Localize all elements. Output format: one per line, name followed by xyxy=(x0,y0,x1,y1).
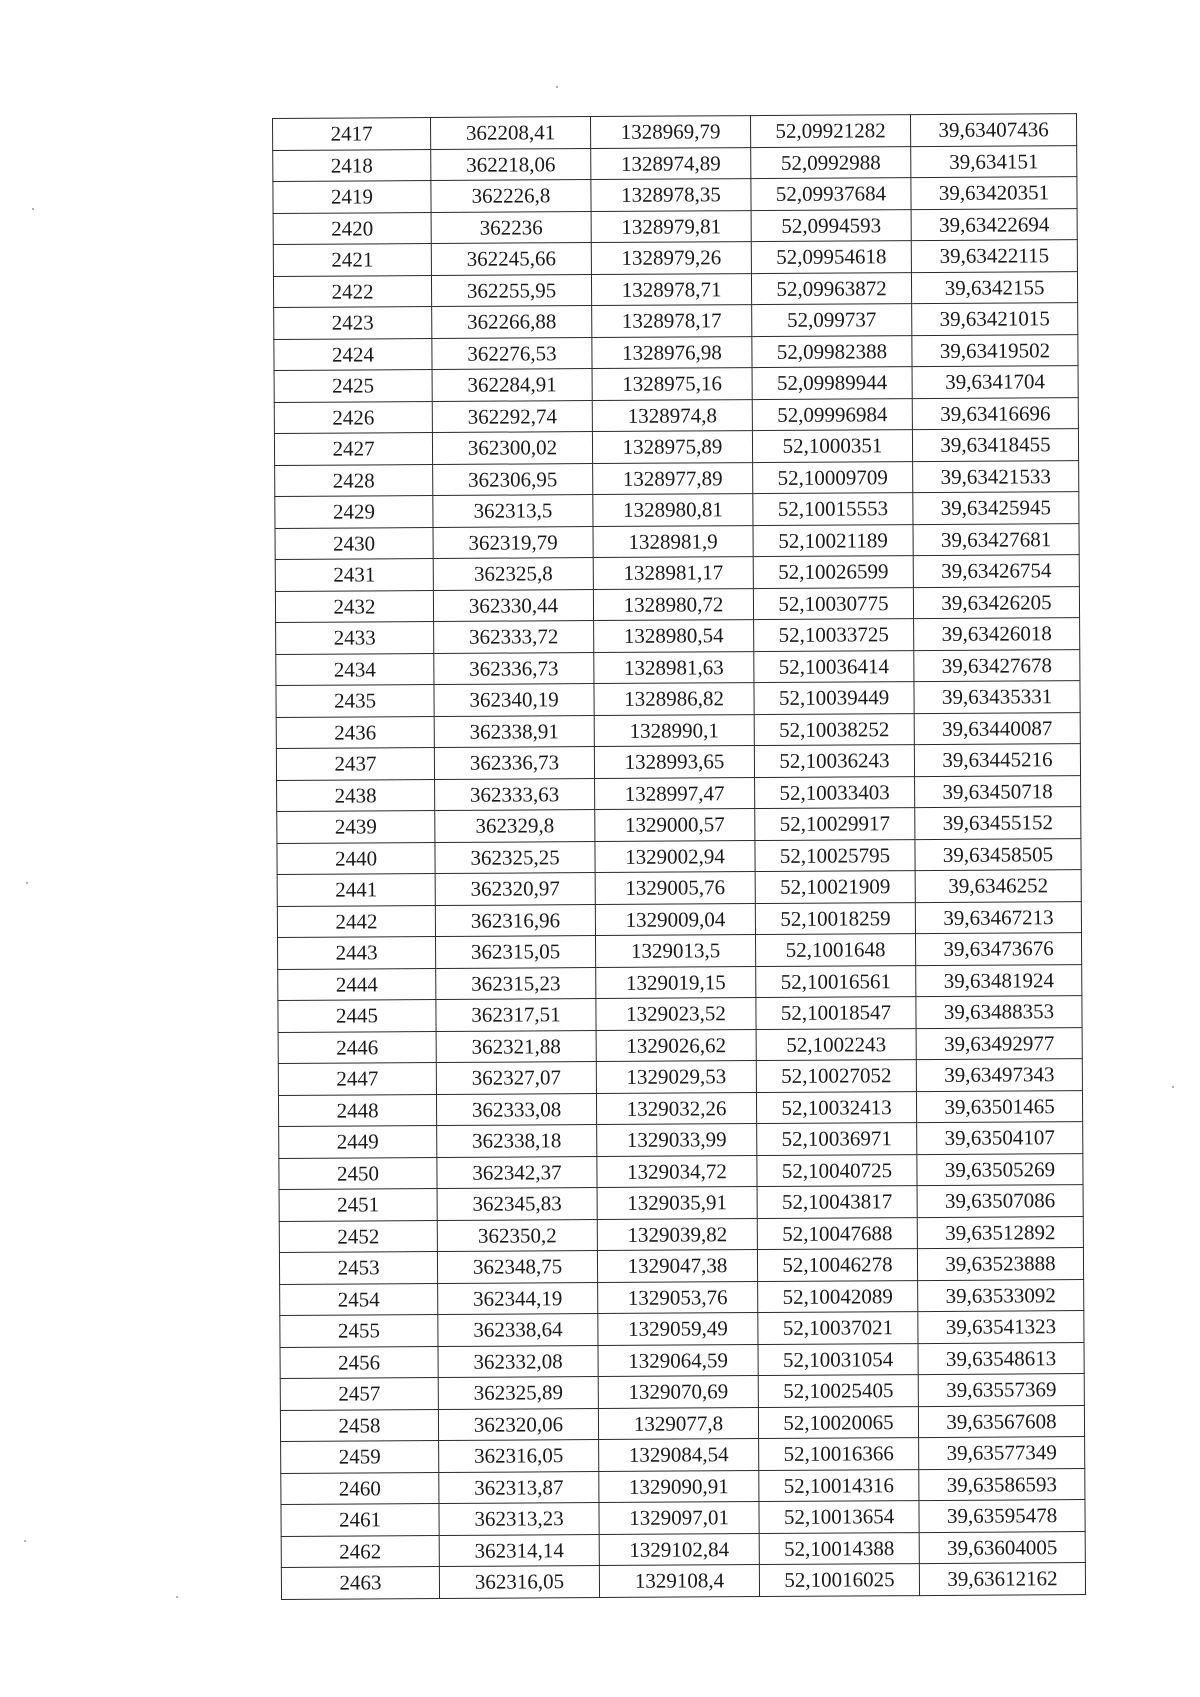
table-row xyxy=(275,460,1079,496)
longitude-cell: 39,63541323 xyxy=(918,1311,1084,1344)
table-row xyxy=(281,1468,1085,1504)
latitude-cell: 52,10033403 xyxy=(755,776,915,808)
point-number-cell: 2445 xyxy=(278,1000,436,1032)
x-coordinate-cell: 362338,18 xyxy=(437,1125,597,1157)
point-number-cell: 2463 xyxy=(281,1567,439,1599)
longitude-cell: 39,6342155 xyxy=(911,271,1077,304)
longitude-cell: 39,63427678 xyxy=(914,649,1080,682)
latitude-cell: 52,1000351 xyxy=(752,430,912,462)
y-coordinate-cell: 1329033,99 xyxy=(597,1124,757,1156)
longitude-cell: 39,63419502 xyxy=(912,334,1078,367)
table-row xyxy=(277,870,1081,906)
y-coordinate-cell: 1329070,69 xyxy=(598,1376,758,1408)
table-row xyxy=(274,334,1078,370)
latitude-cell: 52,10021909 xyxy=(755,871,915,903)
point-number-cell: 2439 xyxy=(277,811,435,843)
point-number-cell: 2456 xyxy=(280,1346,438,1378)
longitude-cell: 39,63422694 xyxy=(911,208,1077,241)
x-coordinate-cell: 362320,06 xyxy=(438,1408,598,1440)
table-row xyxy=(276,618,1080,654)
x-coordinate-cell: 362316,96 xyxy=(435,904,595,936)
longitude-cell: 39,63567608 xyxy=(918,1405,1084,1438)
table-row xyxy=(279,1185,1083,1221)
y-coordinate-cell: 1328980,54 xyxy=(594,620,754,652)
longitude-cell: 39,63577349 xyxy=(919,1437,1085,1470)
longitude-cell: 39,63507086 xyxy=(917,1185,1083,1218)
y-coordinate-cell: 1329019,15 xyxy=(596,966,756,998)
point-number-cell: 2442 xyxy=(277,905,435,937)
table-row xyxy=(279,1248,1083,1284)
x-coordinate-cell: 362321,88 xyxy=(436,1030,596,1062)
longitude-cell: 39,6346252 xyxy=(915,870,1081,903)
longitude-cell: 39,63440087 xyxy=(914,712,1080,745)
table-row xyxy=(280,1279,1084,1315)
point-number-cell: 2429 xyxy=(275,496,433,528)
latitude-cell: 52,10046278 xyxy=(757,1249,917,1281)
table-row xyxy=(275,586,1079,622)
latitude-cell: 52,10027052 xyxy=(756,1060,916,1092)
point-number-cell: 2427 xyxy=(274,433,432,465)
y-coordinate-cell: 1329053,76 xyxy=(598,1281,758,1313)
longitude-cell: 39,63420351 xyxy=(911,177,1077,210)
latitude-cell: 52,09937684 xyxy=(751,178,911,210)
x-coordinate-cell: 362245,66 xyxy=(431,243,591,275)
x-coordinate-cell: 362315,23 xyxy=(436,967,596,999)
longitude-cell: 39,63435331 xyxy=(914,681,1080,714)
latitude-cell: 52,10016366 xyxy=(759,1438,919,1470)
point-number-cell: 2459 xyxy=(281,1441,439,1473)
x-coordinate-cell: 362336,73 xyxy=(434,652,594,684)
x-coordinate-cell: 362325,89 xyxy=(438,1377,598,1409)
y-coordinate-cell: 1329064,59 xyxy=(598,1344,758,1376)
latitude-cell: 52,09921282 xyxy=(750,115,910,147)
longitude-cell: 39,63450718 xyxy=(915,775,1081,808)
latitude-cell: 52,10018547 xyxy=(756,997,916,1029)
point-number-cell: 2437 xyxy=(276,748,434,780)
latitude-cell: 52,10020065 xyxy=(758,1406,918,1438)
table-row xyxy=(273,240,1077,276)
x-coordinate-cell: 362342,37 xyxy=(437,1156,597,1188)
table-row xyxy=(280,1342,1084,1378)
point-number-cell: 2433 xyxy=(276,622,434,654)
latitude-cell: 52,10047688 xyxy=(757,1217,917,1249)
point-number-cell: 2438 xyxy=(277,779,435,811)
latitude-cell: 52,10018259 xyxy=(755,902,915,934)
longitude-cell: 39,63505269 xyxy=(917,1153,1083,1186)
latitude-cell: 52,09954618 xyxy=(751,241,911,273)
latitude-cell: 52,10030775 xyxy=(753,587,913,619)
table-row xyxy=(277,838,1081,874)
table-row xyxy=(278,1090,1082,1126)
y-coordinate-cell: 1328977,89 xyxy=(593,462,753,494)
point-number-cell: 2440 xyxy=(277,842,435,874)
table-row xyxy=(278,1059,1082,1095)
point-number-cell: 2432 xyxy=(275,590,433,622)
point-number-cell: 2434 xyxy=(276,653,434,685)
x-coordinate-cell: 362306,95 xyxy=(433,463,593,495)
table-row xyxy=(277,775,1081,811)
point-number-cell: 2424 xyxy=(274,338,432,370)
table-row xyxy=(279,1153,1083,1189)
point-number-cell: 2430 xyxy=(275,527,433,559)
y-coordinate-cell: 1328981,9 xyxy=(593,525,753,557)
y-coordinate-cell: 1329034,72 xyxy=(597,1155,757,1187)
longitude-cell: 39,63425945 xyxy=(913,492,1079,525)
longitude-cell: 39,63426205 xyxy=(913,586,1079,619)
longitude-cell: 39,63426018 xyxy=(914,618,1080,651)
table-row xyxy=(279,1216,1083,1252)
table-row xyxy=(278,933,1082,969)
longitude-cell: 39,63418455 xyxy=(912,429,1078,462)
table-row xyxy=(280,1311,1084,1347)
x-coordinate-cell: 362330,44 xyxy=(433,589,593,621)
y-coordinate-cell: 1329023,52 xyxy=(596,998,756,1030)
y-coordinate-cell: 1328969,79 xyxy=(590,116,750,148)
x-coordinate-cell: 362344,19 xyxy=(438,1282,598,1314)
point-number-cell: 2435 xyxy=(276,685,434,717)
latitude-cell: 52,10014316 xyxy=(759,1469,919,1501)
latitude-cell: 52,10037021 xyxy=(758,1312,918,1344)
y-coordinate-cell: 1328975,89 xyxy=(592,431,752,463)
x-coordinate-cell: 362218,06 xyxy=(431,148,591,180)
y-coordinate-cell: 1329077,8 xyxy=(598,1407,758,1439)
point-number-cell: 2448 xyxy=(278,1094,436,1126)
longitude-cell: 39,63512892 xyxy=(917,1216,1083,1249)
table-row xyxy=(273,208,1077,244)
table-row xyxy=(276,744,1080,780)
longitude-cell: 39,63488353 xyxy=(916,996,1082,1029)
y-coordinate-cell: 1328980,72 xyxy=(593,588,753,620)
y-coordinate-cell: 1328978,71 xyxy=(591,273,751,305)
latitude-cell: 52,1002243 xyxy=(756,1028,916,1060)
x-coordinate-cell: 362336,73 xyxy=(434,747,594,779)
y-coordinate-cell: 1328997,47 xyxy=(595,777,755,809)
table-row xyxy=(273,177,1077,213)
latitude-cell: 52,10031054 xyxy=(758,1343,918,1375)
latitude-cell: 52,09963872 xyxy=(751,272,911,304)
y-coordinate-cell: 1328979,81 xyxy=(591,210,751,242)
x-coordinate-cell: 362236 xyxy=(431,211,591,243)
longitude-cell: 39,63557369 xyxy=(918,1374,1084,1407)
latitude-cell: 52,09996984 xyxy=(752,398,912,430)
longitude-cell: 39,6341704 xyxy=(912,366,1078,399)
point-number-cell: 2457 xyxy=(280,1378,438,1410)
point-number-cell: 2458 xyxy=(280,1409,438,1441)
table-row xyxy=(278,1027,1082,1063)
point-number-cell: 2436 xyxy=(276,716,434,748)
longitude-cell: 39,63533092 xyxy=(918,1279,1084,1312)
x-coordinate-cell: 362292,74 xyxy=(432,400,592,432)
longitude-cell: 39,63445216 xyxy=(914,744,1080,777)
x-coordinate-cell: 362338,91 xyxy=(434,715,594,747)
x-coordinate-cell: 362226,8 xyxy=(431,180,591,212)
table-row xyxy=(281,1500,1085,1536)
scan-speck xyxy=(556,86,558,88)
y-coordinate-cell: 1329005,76 xyxy=(595,872,755,904)
x-coordinate-cell: 362333,63 xyxy=(435,778,595,810)
latitude-cell: 52,10038252 xyxy=(754,713,914,745)
table-row xyxy=(279,1122,1083,1158)
x-coordinate-cell: 362284,91 xyxy=(432,369,592,401)
x-coordinate-cell: 362316,05 xyxy=(439,1440,599,1472)
latitude-cell: 52,10033725 xyxy=(754,619,914,651)
scan-speck xyxy=(1172,1086,1174,1088)
x-coordinate-cell: 362313,5 xyxy=(433,495,593,527)
table-row xyxy=(274,429,1078,465)
point-number-cell: 2460 xyxy=(281,1472,439,1504)
longitude-cell: 39,63455152 xyxy=(915,807,1081,840)
table-row xyxy=(274,397,1078,433)
latitude-cell: 52,099737 xyxy=(752,304,912,336)
latitude-cell: 52,0994593 xyxy=(751,209,911,241)
latitude-cell: 52,10015553 xyxy=(753,493,913,525)
longitude-cell: 39,63421015 xyxy=(912,303,1078,336)
x-coordinate-cell: 362317,51 xyxy=(436,999,596,1031)
longitude-cell: 39,63523888 xyxy=(917,1248,1083,1281)
longitude-cell: 39,63548613 xyxy=(918,1342,1084,1375)
table-row xyxy=(273,114,1077,150)
latitude-cell: 52,10040725 xyxy=(757,1154,917,1186)
y-coordinate-cell: 1328981,63 xyxy=(594,651,754,683)
point-number-cell: 2417 xyxy=(273,118,431,150)
table-row xyxy=(278,964,1082,1000)
x-coordinate-cell: 362314,14 xyxy=(439,1534,599,1566)
y-coordinate-cell: 1328980,81 xyxy=(593,494,753,526)
x-coordinate-cell: 362320,97 xyxy=(435,873,595,905)
latitude-cell: 52,10025795 xyxy=(755,839,915,871)
table-row xyxy=(278,996,1082,1032)
longitude-cell: 39,63407436 xyxy=(910,114,1076,147)
x-coordinate-cell: 362325,8 xyxy=(433,558,593,590)
y-coordinate-cell: 1328990,1 xyxy=(594,714,754,746)
table-row xyxy=(281,1563,1085,1599)
latitude-cell: 52,10043817 xyxy=(757,1186,917,1218)
y-coordinate-cell: 1328975,16 xyxy=(592,368,752,400)
y-coordinate-cell: 1328978,35 xyxy=(591,179,751,211)
y-coordinate-cell: 1329000,57 xyxy=(595,809,755,841)
y-coordinate-cell: 1328974,8 xyxy=(592,399,752,431)
table-row xyxy=(274,303,1078,339)
x-coordinate-cell: 362208,41 xyxy=(431,117,591,149)
coordinates-table xyxy=(272,113,1086,1599)
latitude-cell: 52,10013654 xyxy=(759,1501,919,1533)
y-coordinate-cell: 1329029,53 xyxy=(596,1061,756,1093)
y-coordinate-cell: 1329002,94 xyxy=(595,840,755,872)
scan-speck xyxy=(26,882,28,884)
point-number-cell: 2454 xyxy=(280,1283,438,1315)
x-coordinate-cell: 362327,07 xyxy=(436,1062,596,1094)
scan-speck xyxy=(32,208,34,210)
point-number-cell: 2462 xyxy=(281,1535,439,1567)
latitude-cell: 52,10029917 xyxy=(755,808,915,840)
x-coordinate-cell: 362313,87 xyxy=(439,1471,599,1503)
x-coordinate-cell: 362333,08 xyxy=(436,1093,596,1125)
point-number-cell: 2452 xyxy=(279,1220,437,1252)
table-row xyxy=(275,492,1079,528)
longitude-cell: 39,63612162 xyxy=(919,1563,1085,1596)
y-coordinate-cell: 1329090,91 xyxy=(599,1470,759,1502)
y-coordinate-cell: 1329108,4 xyxy=(599,1565,759,1597)
point-number-cell: 2418 xyxy=(273,149,431,181)
y-coordinate-cell: 1329084,54 xyxy=(599,1439,759,1471)
y-coordinate-cell: 1329035,91 xyxy=(597,1187,757,1219)
longitude-cell: 39,63467213 xyxy=(915,901,1081,934)
table-row xyxy=(277,807,1081,843)
point-number-cell: 2446 xyxy=(278,1031,436,1063)
y-coordinate-cell: 1329032,26 xyxy=(596,1092,756,1124)
longitude-cell: 39,63458505 xyxy=(915,838,1081,871)
longitude-cell: 39,63473676 xyxy=(915,933,1081,966)
latitude-cell: 52,10009709 xyxy=(753,461,913,493)
y-coordinate-cell: 1329047,38 xyxy=(597,1250,757,1282)
table-row xyxy=(276,681,1080,717)
point-number-cell: 2428 xyxy=(275,464,433,496)
table-row xyxy=(275,555,1079,591)
x-coordinate-cell: 362340,19 xyxy=(434,684,594,716)
point-number-cell: 2422 xyxy=(273,275,431,307)
table-row xyxy=(275,523,1079,559)
longitude-cell: 39,63422115 xyxy=(911,240,1077,273)
point-number-cell: 2447 xyxy=(278,1063,436,1095)
y-coordinate-cell: 1329026,62 xyxy=(596,1029,756,1061)
latitude-cell: 52,09982388 xyxy=(752,335,912,367)
longitude-cell: 39,63586593 xyxy=(919,1468,1085,1501)
latitude-cell: 52,10042089 xyxy=(758,1280,918,1312)
y-coordinate-cell: 1329013,5 xyxy=(596,935,756,967)
point-number-cell: 2444 xyxy=(278,968,436,1000)
x-coordinate-cell: 362276,53 xyxy=(432,337,592,369)
point-number-cell: 2461 xyxy=(281,1504,439,1536)
latitude-cell: 52,10016561 xyxy=(756,965,916,997)
scan-speck xyxy=(176,1596,178,1598)
y-coordinate-cell: 1329039,82 xyxy=(597,1218,757,1250)
y-coordinate-cell: 1328993,65 xyxy=(594,746,754,778)
latitude-cell: 52,10036971 xyxy=(757,1123,917,1155)
point-number-cell: 2450 xyxy=(279,1157,437,1189)
x-coordinate-cell: 362333,72 xyxy=(434,621,594,653)
point-number-cell: 2425 xyxy=(274,370,432,402)
longitude-cell: 39,63427681 xyxy=(913,523,1079,556)
point-number-cell: 2423 xyxy=(274,307,432,339)
latitude-cell: 52,10032413 xyxy=(756,1091,916,1123)
x-coordinate-cell: 362266,88 xyxy=(432,306,592,338)
x-coordinate-cell: 362332,08 xyxy=(438,1345,598,1377)
table-row xyxy=(276,649,1080,685)
table-row xyxy=(281,1531,1085,1567)
y-coordinate-cell: 1329097,01 xyxy=(599,1502,759,1534)
longitude-cell: 39,63501465 xyxy=(916,1090,1082,1123)
scan-speck xyxy=(24,1540,26,1542)
x-coordinate-cell: 362325,25 xyxy=(435,841,595,873)
table-row xyxy=(281,1437,1085,1473)
table-row xyxy=(280,1374,1084,1410)
longitude-cell: 39,63504107 xyxy=(917,1122,1083,1155)
x-coordinate-cell: 362255,95 xyxy=(431,274,591,306)
y-coordinate-cell: 1328976,98 xyxy=(592,336,752,368)
latitude-cell: 52,1001648 xyxy=(755,934,915,966)
table-body xyxy=(273,114,1086,1599)
x-coordinate-cell: 362338,64 xyxy=(438,1314,598,1346)
y-coordinate-cell: 1328978,17 xyxy=(592,305,752,337)
x-coordinate-cell: 362316,05 xyxy=(439,1566,599,1598)
x-coordinate-cell: 362300,02 xyxy=(432,432,592,464)
point-number-cell: 2421 xyxy=(273,244,431,276)
y-coordinate-cell: 1329059,49 xyxy=(598,1313,758,1345)
x-coordinate-cell: 362315,05 xyxy=(436,936,596,968)
point-number-cell: 2420 xyxy=(273,212,431,244)
table-row xyxy=(276,712,1080,748)
point-number-cell: 2431 xyxy=(275,559,433,591)
point-number-cell: 2453 xyxy=(279,1252,437,1284)
table-row xyxy=(277,901,1081,937)
x-coordinate-cell: 362319,79 xyxy=(433,526,593,558)
table-row xyxy=(274,366,1078,402)
latitude-cell: 52,10016025 xyxy=(759,1564,919,1596)
latitude-cell: 52,10025405 xyxy=(758,1375,918,1407)
latitude-cell: 52,0992988 xyxy=(751,146,911,178)
table-row xyxy=(273,271,1077,307)
longitude-cell: 39,63416696 xyxy=(912,397,1078,430)
latitude-cell: 52,10036243 xyxy=(754,745,914,777)
x-coordinate-cell: 362348,75 xyxy=(437,1251,597,1283)
latitude-cell: 52,09989944 xyxy=(752,367,912,399)
longitude-cell: 39,63492977 xyxy=(916,1027,1082,1060)
y-coordinate-cell: 1328986,82 xyxy=(594,683,754,715)
table-row xyxy=(280,1405,1084,1441)
latitude-cell: 52,10036414 xyxy=(754,650,914,682)
point-number-cell: 2455 xyxy=(280,1315,438,1347)
latitude-cell: 52,10026599 xyxy=(753,556,913,588)
longitude-cell: 39,63421533 xyxy=(913,460,1079,493)
point-number-cell: 2426 xyxy=(274,401,432,433)
y-coordinate-cell: 1329102,84 xyxy=(599,1533,759,1565)
latitude-cell: 52,10014388 xyxy=(759,1532,919,1564)
longitude-cell: 39,63426754 xyxy=(913,555,1079,588)
y-coordinate-cell: 1328981,17 xyxy=(593,557,753,589)
table-row xyxy=(273,145,1077,181)
longitude-cell: 39,63481924 xyxy=(916,964,1082,997)
latitude-cell: 52,10021189 xyxy=(753,524,913,556)
y-coordinate-cell: 1328979,26 xyxy=(591,242,751,274)
longitude-cell: 39,634151 xyxy=(911,145,1077,178)
x-coordinate-cell: 362345,83 xyxy=(437,1188,597,1220)
longitude-cell: 39,63604005 xyxy=(919,1531,1085,1564)
x-coordinate-cell: 362313,23 xyxy=(439,1503,599,1535)
y-coordinate-cell: 1329009,04 xyxy=(595,903,755,935)
point-number-cell: 2441 xyxy=(277,874,435,906)
longitude-cell: 39,63595478 xyxy=(919,1500,1085,1533)
latitude-cell: 52,10039449 xyxy=(754,682,914,714)
x-coordinate-cell: 362329,8 xyxy=(435,810,595,842)
point-number-cell: 2419 xyxy=(273,181,431,213)
longitude-cell: 39,63497343 xyxy=(916,1059,1082,1092)
point-number-cell: 2449 xyxy=(279,1126,437,1158)
y-coordinate-cell: 1328974,89 xyxy=(591,147,751,179)
point-number-cell: 2451 xyxy=(279,1189,437,1221)
point-number-cell: 2443 xyxy=(278,937,436,969)
x-coordinate-cell: 362350,2 xyxy=(437,1219,597,1251)
